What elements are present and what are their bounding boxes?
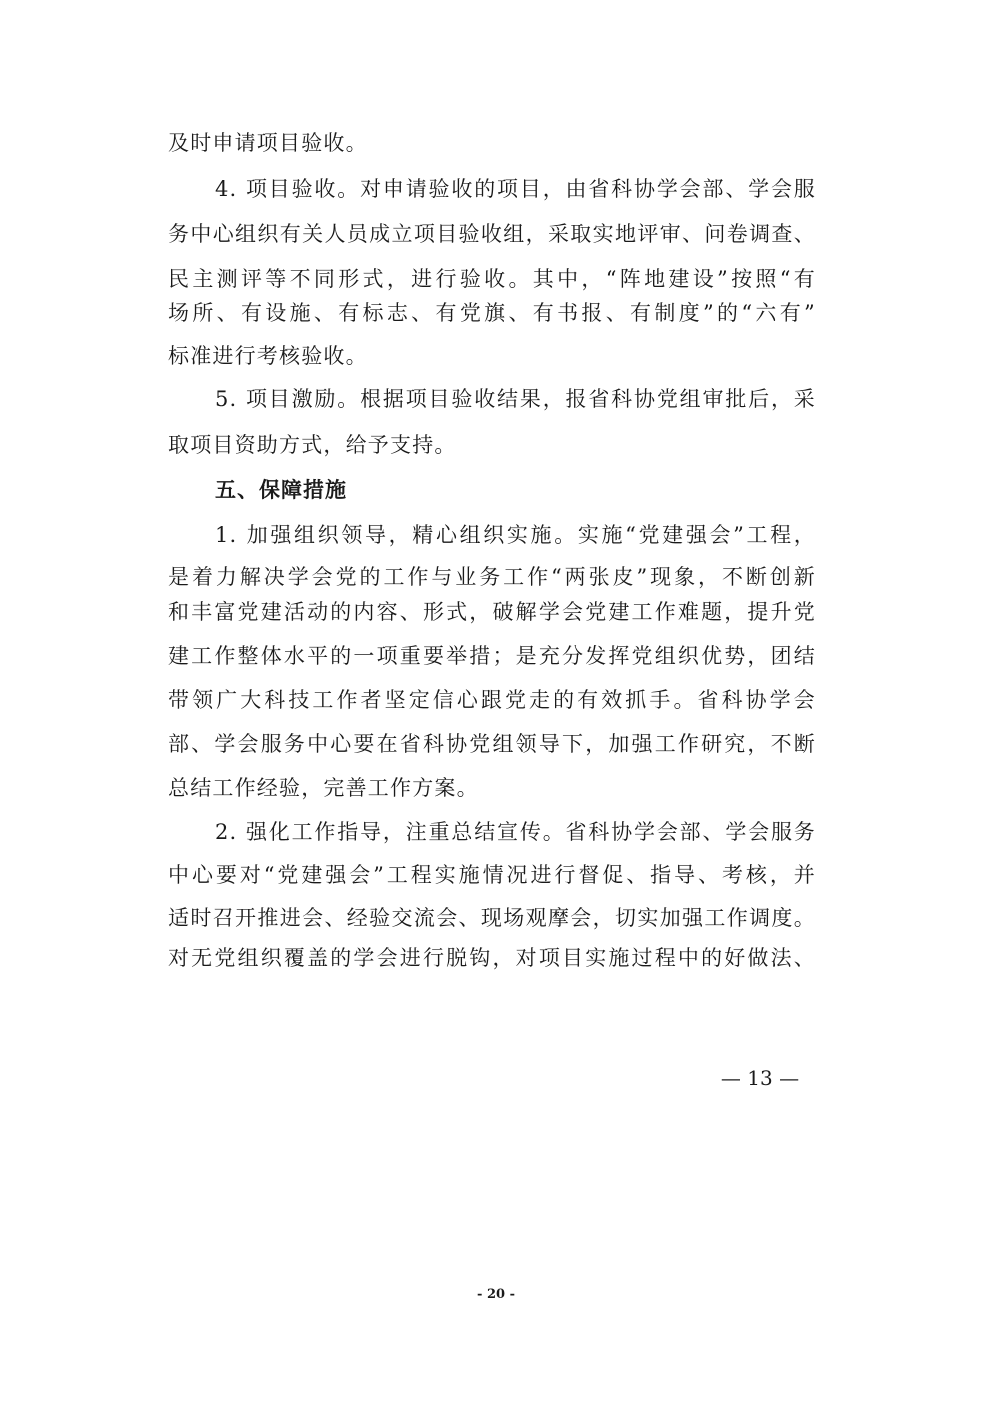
paragraph-line: 和丰富党建活动的内容、形式，破解学会党建工作难题，提升党 [168,600,816,624]
paragraph-line: 是着力解决学会党的工作与业务工作“两张皮”现象，不断创新 [168,565,816,589]
paragraph-line: 适时召开推进会、经验交流会、现场观摩会，切实加强工作调度。 [168,906,816,930]
paragraph-line: 1. 加强组织领导，精心组织实施。实施“党建强会”工程， [215,523,816,547]
paragraph-line: 民主测评等不同形式，进行验收。其中，“阵地建设”按照“有 [168,267,816,291]
paragraph-line: 对无党组织覆盖的学会进行脱钩，对项目实施过程中的好做法、 [168,946,816,970]
paragraph-line: 及时申请项目验收。 [168,131,368,155]
paragraph-line: 带领广大科技工作者坚定信心跟党走的有效抓手。省科协学会 [168,688,816,712]
paragraph-line: 5. 项目激励。根据项目验收结果，报省科协党组审批后，采 [215,387,816,411]
paragraph-line: 2. 强化工作指导，注重总结宣传。省科协学会部、学会服务 [215,820,816,844]
paragraph-line: 建工作整体水平的一项重要举措；是充分发挥党组织优势，团结 [168,644,816,668]
paragraph-line: 场所、有设施、有标志、有党旗、有书报、有制度”的“六有” [168,301,816,325]
paragraph-line: 中心要对“党建强会”工程实施情况进行督促、指导、考核，并 [168,863,816,887]
footer-page-number: - 20 - [477,1287,515,1302]
paragraph-line: 总结工作经验，完善工作方案。 [168,776,479,800]
paragraph-line: 务中心组织有关人员成立项目验收组，采取实地评审、问卷调查、 [168,222,816,246]
paragraph-line: 4. 项目验收。对申请验收的项目，由省科协学会部、学会服 [215,177,816,201]
page-number: — 13 — [720,1066,800,1090]
section-heading: 五、保障措施 [215,478,347,502]
paragraph-line: 标准进行考核验收。 [168,344,368,368]
paragraph-line: 部、学会服务中心要在省科协党组领导下，加强工作研究，不断 [168,732,816,756]
paragraph-line: 取项目资助方式，给予支持。 [168,433,457,457]
